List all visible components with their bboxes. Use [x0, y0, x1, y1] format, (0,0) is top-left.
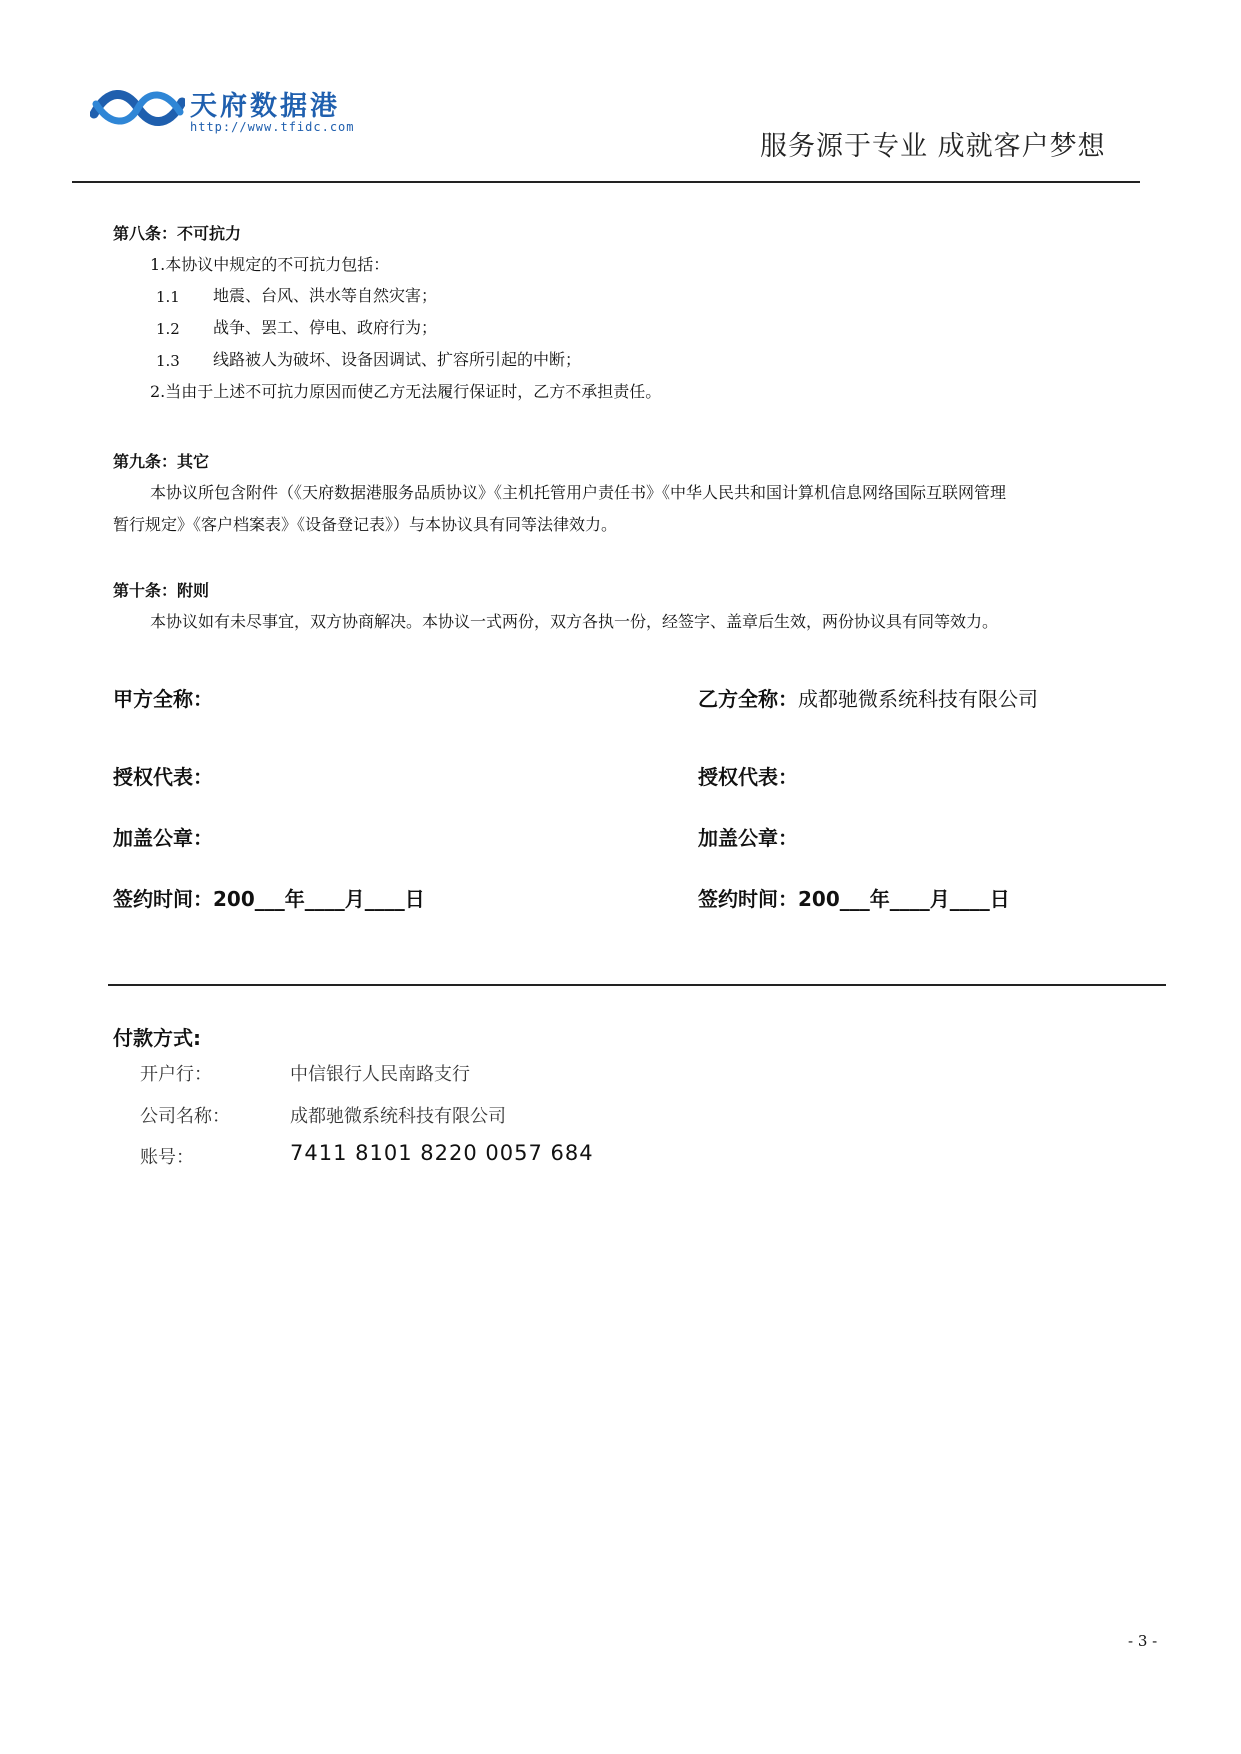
party-a-seal-label: 加盖公章： — [113, 826, 213, 850]
article9-line1: 本协议所包含附件（《天府数据港服务品质协议》《主机托管用户责任书》《中华人民共和国计算机信息网络国际互联网管理 — [150, 483, 1007, 502]
party-b-name — [698, 683, 1038, 712]
header-divider — [72, 181, 1140, 183]
slogan: 服务源于专业 成就客户梦想 — [760, 131, 1106, 162]
article8-p2: 2.当由于上述不可抗力原因而使乙方无法履行保证时，乙方不承担责任。 — [150, 382, 662, 401]
article8-item-num: 1.1 — [156, 288, 180, 306]
bank-label: 开户行： — [140, 1064, 212, 1085]
company-label: 公司名称： — [140, 1106, 230, 1127]
article8-item-text: 线路被人为破坏、设备因调试、扩容所引起的中断； — [213, 350, 582, 369]
article8-p1: 1.本协议中规定的不可抗力包括： — [150, 255, 390, 274]
brand-name: 天府数据港 — [190, 91, 340, 122]
article8-item-num: 1.3 — [156, 352, 180, 370]
payment-title: 付款方式: — [113, 1026, 201, 1050]
company-value: 成都驰微系统科技有限公司 — [290, 1106, 506, 1127]
article8-title: 第八条：不可抗力 — [113, 224, 242, 243]
party-b-date: 签约时间：200___年____月____日 — [698, 887, 1010, 911]
article9-line2: 暂行规定》《客户档案表》《设备登记表》）与本协议具有同等法律效力。 — [113, 515, 618, 534]
article10-title: 第十条：附则 — [113, 581, 210, 600]
page-number: - 3 - — [1128, 1632, 1158, 1650]
party-a-rep-label: 授权代表： — [113, 765, 213, 789]
party-b-name-label: 乙方全称： — [698, 687, 798, 711]
brand-url: http://www.tfidc.com — [190, 120, 355, 134]
bank-value: 中信银行人民南路支行 — [290, 1064, 470, 1085]
article10-line1: 本协议如有未尽事宜，双方协商解决。本协议一式两份，双方各执一份，经签字、盖章后生效，两份协议具有同等效力。 — [150, 612, 999, 631]
logo — [90, 82, 380, 138]
account-value: 7411 8101 8220 0057 684 — [290, 1141, 594, 1165]
account-label: 账号： — [140, 1147, 194, 1168]
signature-divider — [108, 984, 1166, 986]
wave-x-logo-icon — [90, 82, 185, 134]
party-b-rep-label: 授权代表： — [698, 765, 798, 789]
party-a-name-label: 甲方全称： — [113, 687, 213, 711]
article8-item-num: 1.2 — [156, 320, 180, 338]
party-b-seal-label: 加盖公章： — [698, 826, 798, 850]
party-a-date: 签约时间：200___年____月____日 — [113, 887, 425, 911]
article9-title: 第九条：其它 — [113, 452, 210, 471]
article8-item-text: 战争、罢工、停电、政府行为； — [213, 318, 438, 337]
article8-item-text: 地震、台风、洪水等自然灾害； — [213, 286, 438, 305]
party-b-name-value: 成都驰微系统科技有限公司 — [798, 687, 1038, 711]
